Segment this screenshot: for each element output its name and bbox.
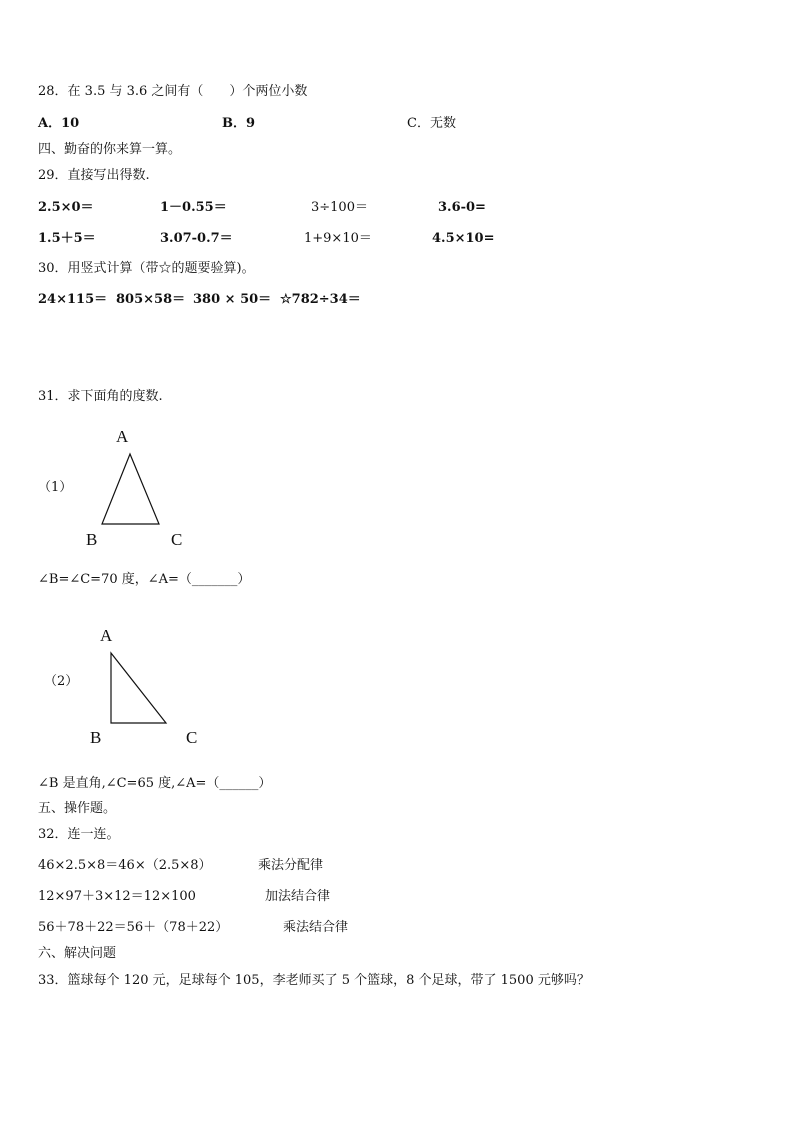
vertex-b-label: B [90, 728, 102, 747]
q29-item: 3.07-0.7＝ [160, 231, 233, 246]
q31-part2-question: ∠B 是直角,∠C=65 度,∠A=（______） [38, 776, 272, 791]
q30-stem: 30．用竖式计算（带☆的题要验算)。 [38, 261, 255, 276]
q29-item: 3.6-0= [438, 200, 486, 215]
q30-item: 380 × 50＝ [193, 292, 272, 307]
section-4-title: 四、勤奋的你来算一算。 [38, 142, 182, 157]
q32-left-item: 12×97＋3×12＝12×100 [38, 889, 196, 904]
q29-item: 1+9×10＝ [304, 231, 372, 246]
q28-option-c: C．无数 [407, 116, 456, 131]
q32-stem: 32．连一连。 [38, 827, 120, 842]
q32-left-item: 46×2.5×8＝46×（2.5×8） [38, 858, 212, 873]
q28-option-b: B．9 [222, 116, 256, 131]
section-6-title: 六、解决问题 [38, 946, 117, 961]
right-triangle-figure [109, 651, 169, 726]
q29-item: 1.5＋5＝ [38, 231, 96, 246]
q31-part1-label: （1） [38, 480, 73, 495]
q32-left-item: 56＋78＋22＝56＋（78＋22） [38, 920, 229, 935]
q31-part2-label: （2） [44, 674, 79, 689]
q30-item: ☆782÷34＝ [280, 292, 361, 307]
q29-item: 1－0.55＝ [160, 200, 227, 215]
vertex-c-label: C [171, 530, 183, 549]
q29-item: 3÷100＝ [311, 200, 368, 215]
q28-option-a: A．10 [38, 116, 80, 131]
q29-item: 4.5×10= [432, 231, 495, 246]
q31-part1-question: ∠B=∠C=70 度，∠A=（_______） [38, 572, 251, 587]
q32-right-item: 乘法结合律 [283, 920, 349, 935]
vertex-c-label: C [186, 728, 198, 747]
vertex-a-label: A [100, 626, 113, 645]
q30-item: 805×58＝ [116, 292, 186, 307]
isosceles-triangle-figure [100, 452, 162, 526]
q32-right-item: 加法结合律 [265, 889, 331, 904]
q32-right-item: 乘法分配律 [258, 858, 324, 873]
q30-item: 24×115＝ [38, 292, 108, 307]
section-5-title: 五、操作题。 [38, 801, 117, 816]
vertex-b-label: B [86, 530, 98, 549]
q28-stem: 28．在 3.5 与 3.6 之间有（ ）个两位小数 [38, 84, 308, 99]
q29-item: 2.5×0＝ [38, 200, 94, 215]
q29-stem: 29．直接写出得数. [38, 168, 150, 183]
vertex-a-label: A [116, 427, 129, 446]
q31-stem: 31．求下面角的度数. [38, 389, 163, 404]
q33-stem: 33．篮球每个 120 元，足球每个 105，李老师买了 5 个篮球，8 个足球，带了 1500 元够吗？ [38, 973, 590, 988]
